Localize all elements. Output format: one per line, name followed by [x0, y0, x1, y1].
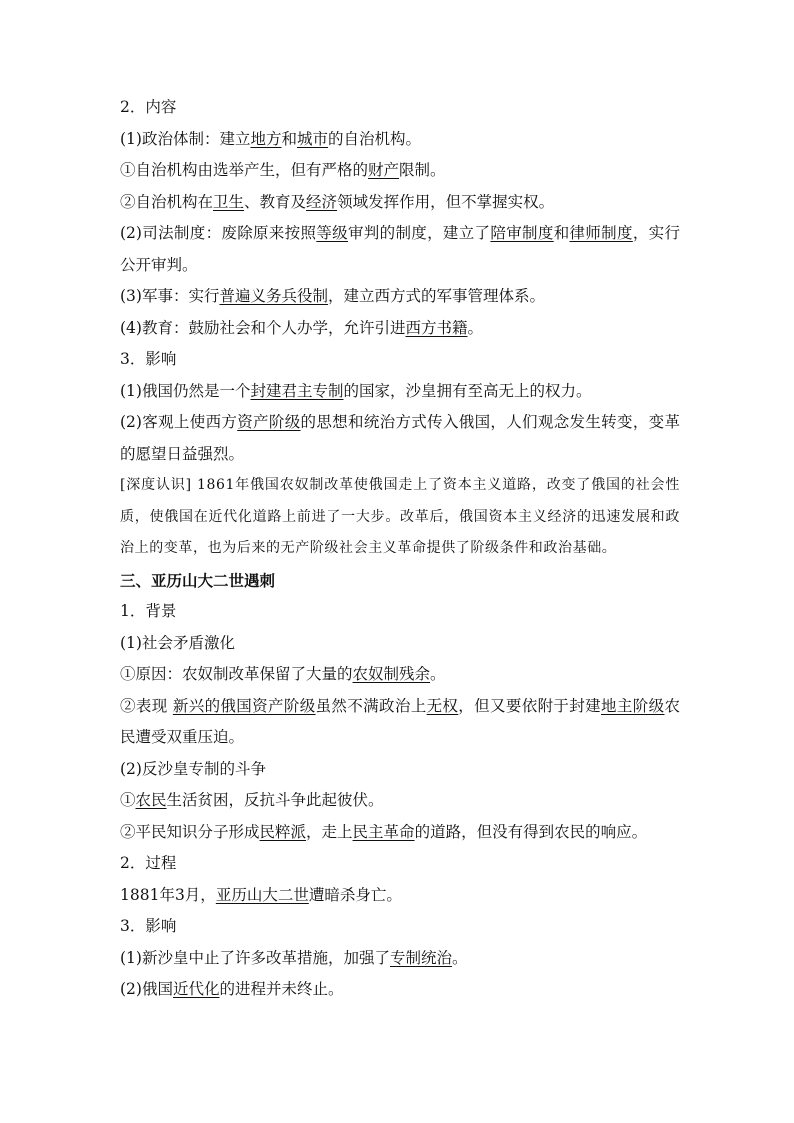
subheading-process: 2．过程 — [120, 854, 177, 872]
paragraph: (1)新沙皇中止了许多改革措施，加强了专制统治。 — [120, 948, 468, 967]
subheading: (1)社会矛盾激化 — [120, 633, 235, 652]
paragraph: (2)客观上使西方资产阶级的思想和统治方式传入俄国，人们观念发生转变，变革的愿望日益强烈。 — [120, 413, 680, 463]
section-heading-impact: 3．影响 — [120, 350, 177, 368]
paragraph: (3)军事：实行普遍义务兵役制，建立西方式的军事管理体系。 — [120, 287, 545, 305]
deep-understanding-note: [深度认识] 1861年俄国农奴制改革使俄国走上了资本主义道路，改变了俄国的社会性质，使俄国在近代化道路上前进了一大步。改革后，俄国资本主义经济的迅速发展和政治上的变革，也为后来的无产阶级社会主义革命提供了阶级条件和政治基础。 — [120, 477, 680, 556]
paragraph: ①自治机构由选举产生，但有严格的财产限制。 — [120, 161, 446, 179]
section-title: 三、亚历山大二世遇刺 — [120, 570, 276, 590]
paragraph: ②平民知识分子形成民粹派，走上民主革命的道路，但没有得到农民的响应。 — [120, 822, 648, 841]
paragraph: ②自治机构在卫生、教育及经济领域发挥作用，但不掌握实权。 — [120, 192, 555, 211]
paragraph: (1)俄国仍然是一个封建君主专制的国家，沙皇拥有至高无上的权力。 — [120, 381, 592, 400]
paragraph: ②表现 新兴的俄国资产阶级虽然不满政治上无权，但又要依附于封建地主阶级农民遭受双重压迫。 — [120, 696, 680, 746]
paragraph: ①原因：农奴制改革保留了大量的农奴制残余。 — [120, 665, 446, 683]
subheading: (2)反沙皇专制的斗争 — [120, 759, 266, 778]
subheading-impact: 3．影响 — [120, 917, 177, 935]
paragraph: (4)教育：鼓励社会和个人办学，允许引进西方书籍。 — [120, 318, 483, 337]
paragraph: (2)俄国近代化的进程并未终止。 — [120, 980, 344, 998]
document-content — [120, 92, 680, 1006]
subheading-background: 1．背景 — [120, 602, 177, 620]
paragraph: ①农民生活贫困，反抗斗争此起彼伏。 — [120, 791, 384, 809]
paragraph: (2)司法制度：废除原来按照等级审判的制度，建立了陪审制度和律师制度，实行公开审判。 — [120, 224, 680, 274]
paragraph: (1)政治体制：建立地方和城市的自治机构。 — [120, 129, 422, 148]
section-heading-content: 2．内容 — [120, 98, 177, 116]
paragraph: 1881年3月，亚历山大二世遭暗杀身亡。 — [120, 885, 402, 904]
